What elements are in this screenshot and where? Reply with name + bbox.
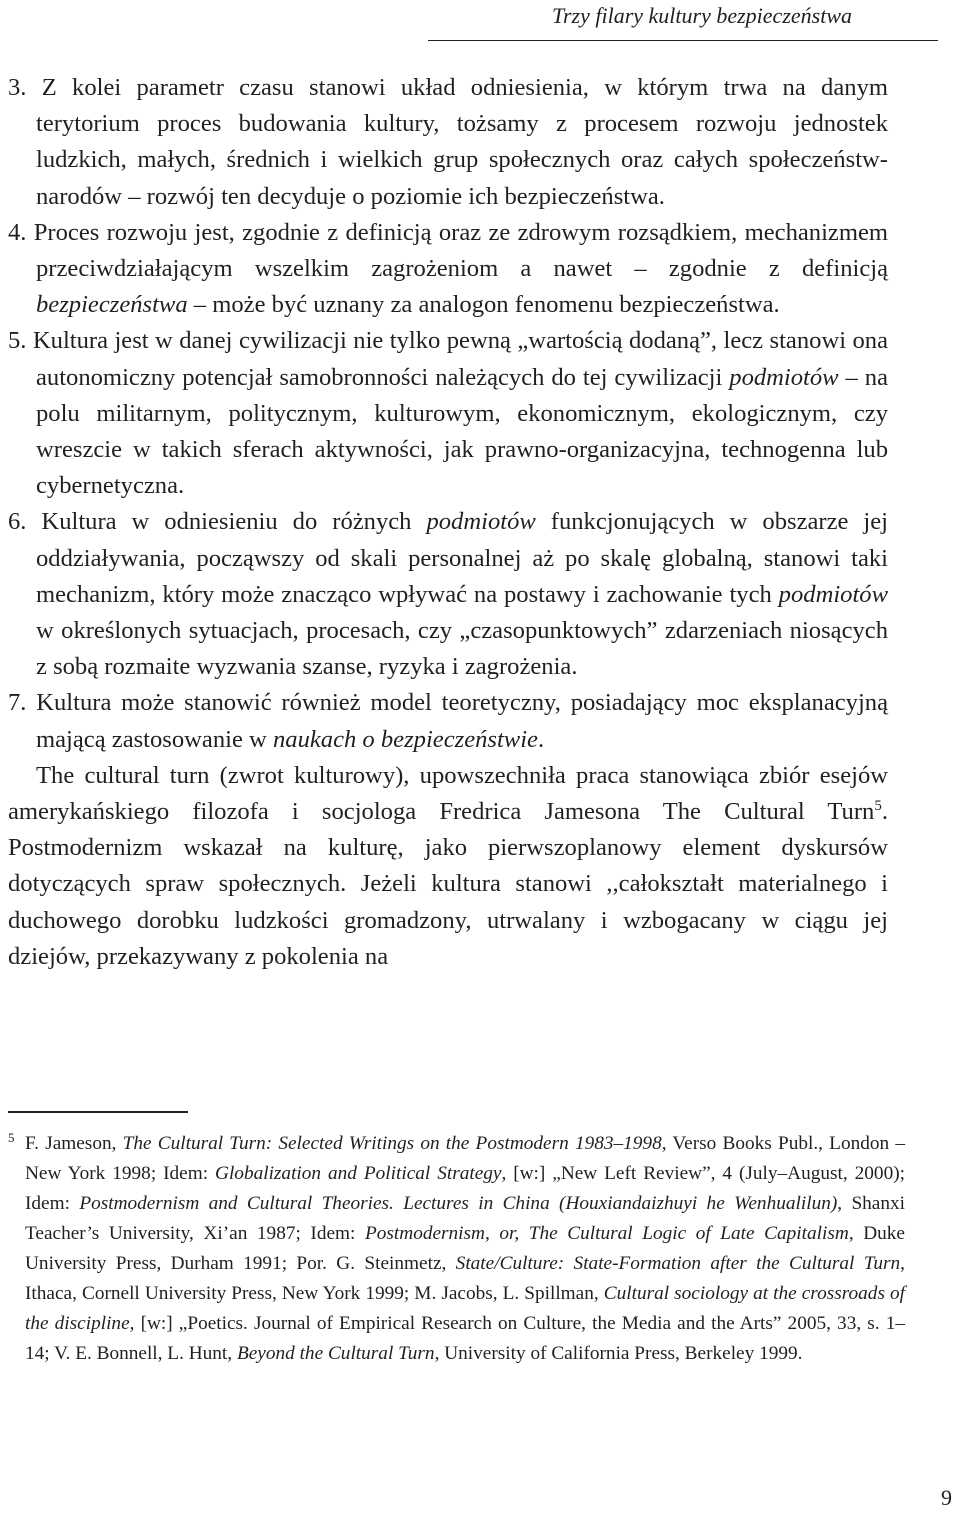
main-text xyxy=(8,70,888,975)
footnote-number: 5 xyxy=(8,1130,15,1145)
emphasis: naukach o bezpieczeństwie xyxy=(272,725,538,753)
list-item-5: 5. Kultura jest w danej cywilizacji nie tylko pewną „wartością dodaną”, lecz stanowi ona autonomiczny potencjał samobronności należących do tej cywilizacji podmiotów – na polu militarnym, politycznym, kulturowym, ekonomicznym, ekologicznym, czy wreszcie w takich sferach aktywności, jak prawno-organizacyjna, technogenna lub cybernetyczna. xyxy=(8,327,888,500)
footnote-reference[interactable]: 5 xyxy=(874,798,882,815)
footnote-divider xyxy=(8,1111,188,1113)
footnote: 5 F. Jameson, The Cultural Turn: Selected Writings on the Postmodern 1983–1998, Verso Books Publ., London – New York 1998; Idem: Globalization and Political Strategy, [w:] „New Left Review”, 4 (July–August, 2000); Idem: Postmodernism and Cultural Theories. Lectures in China (Houxiandaizhuyi he Wenhualilun), Shanxi Teacher’s University, Xi’an 1987; Idem: Postmodernism, or, The Cultural Logic of Late Capitalism, Duke University Press, Durham 1991; Por. G. Steinmetz, State/Culture: State-Formation after the Cultural Turn, Ithaca, Cornell University Press, New York 1999; M. Jacobs, L. Spillman, Cultural sociology at the crossroads of the discipline, [w:] „Poetics. Journal of Empirical Research on Culture, the Media and the Arts” 2005, 33, s. 1–14; V. E. Bonnell, L. Hunt, Beyond the Cultural Turn, University of California Press, Berkeley 1999. xyxy=(8,1123,905,1369)
header-divider xyxy=(428,40,938,41)
list-item-7: 7. Kultura może stanowić również model teoretyczny, posiadający moc eksplanacyjną mającą zastosowanie w naukach o bezpieczeństwie. xyxy=(8,689,888,753)
emphasis: bezpieczeństwa xyxy=(36,291,188,319)
emphasis: podmiotów xyxy=(729,363,839,391)
list-item-6: 6. Kultura w odniesieniu do różnych podmiotów funkcjonujących w obszarze jej oddziaływania, począwszy od skali personalnej aż po skalę globalną, stanowi taki mechanizm, który może znacząco wpływać na postawy i zachowanie tych podmiotów w określonych sytuacjach, procesach, czy „czasopunktowych” zdarzeniach niosących z sobą rozmaite wyzwania szanse, ryzyka i zagrożenia. xyxy=(8,508,888,681)
page-number: 9 xyxy=(941,1485,952,1510)
list-item-4: 4. Proces rozwoju jest, zgodnie z definicją oraz ze zdrowym rozsądkiem, mechanizmem przeciwdziałającym wszelkim zagrożeniom a nawet – zgodnie z definicją bezpieczeństwa – może być uznany za analogon fenomenu bezpieczeństwa. xyxy=(8,218,888,319)
emphasis: podmiotów xyxy=(426,508,536,536)
emphasis: podmiotów xyxy=(778,580,888,608)
list-item-3: 3. Z kolei parametr czasu stanowi układ odniesienia, w którym trwa na danym terytorium proces budowania kultury, tożsamy z procesem rozwoju jednostek ludzkich, małych, średnich i wielkich grup społecznych oraz całych społeczeństw-narodów – rozwój ten decyduje o poziomie ich bezpieczeństwa. xyxy=(8,74,888,210)
running-header: Trzy filary kultury bezpieczeństwa xyxy=(551,3,852,28)
body-paragraph: The cultural turn (zwrot kulturowy), upowszechniła praca stanowiąca zbiór esejów amerykańskiego filozofa i socjologa Fredrica Jamesona The Cultural Turn$^5$. Postmodernizm wskazał na kulturę, jako pierwszoplanowy element dyskursów dotyczących spraw społecznych. Jeżeli kultura stanowi ,,całokształt materialnego i duchowego dorobku ludzkości gromadzony, utrwalany i wzbogacany w ciągu jej dziejów, przekazywany z pokolenia na xyxy=(8,761,888,970)
